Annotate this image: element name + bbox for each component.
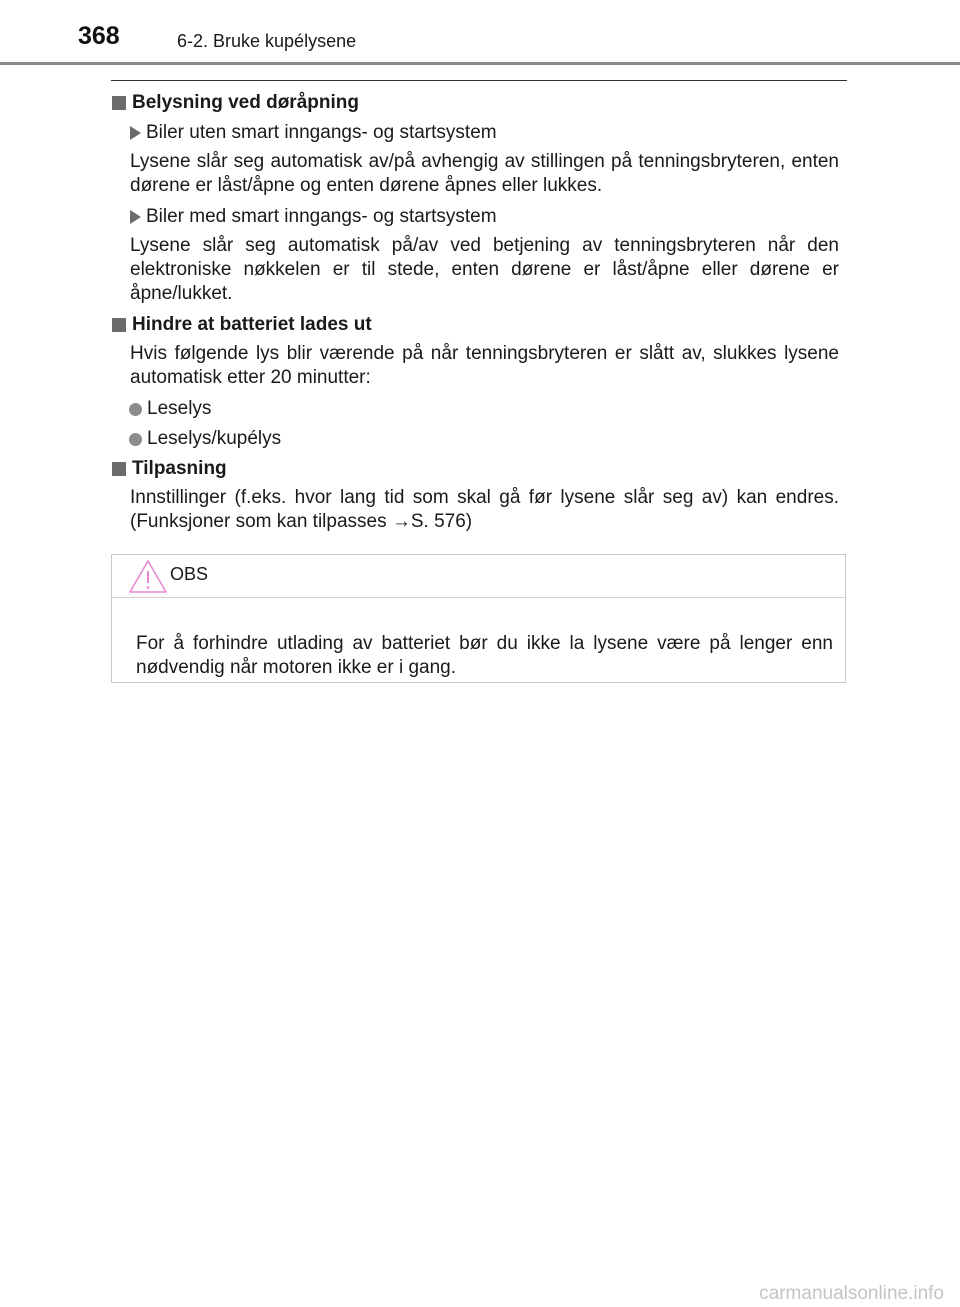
circle-bullet-icon <box>129 433 142 446</box>
triangle-bullet-icon <box>130 126 141 140</box>
warning-triangle-icon <box>128 559 168 594</box>
square-bullet-icon <box>112 318 126 332</box>
square-bullet-icon <box>112 96 126 110</box>
watermark: carmanualsonline.info <box>759 1283 944 1304</box>
section-heading: Tilpasning <box>111 456 847 482</box>
manual-content <box>111 90 847 540</box>
paragraph: Hvis følgende lys blir værende på når tenningsbryteren er slått av, slukkes lysene automatisk etter 20 minutter: <box>130 343 839 388</box>
notice-box <box>111 554 846 683</box>
subsection-item: Biler med smart inngangs- og startsystem <box>111 204 847 230</box>
section-title: 6-2. Bruke kupélysene <box>177 31 357 51</box>
paragraph: Innstillinger (f.eks. hvor lang tid som skal gå før lysene slår seg av) kan endres. (Funksjoner som kan tilpasses →S. 576) <box>130 487 839 532</box>
subsection-item: Biler uten smart inngangs- og startsystem <box>111 120 847 146</box>
notice-label: OBS <box>170 564 209 584</box>
header-divider <box>0 62 960 65</box>
list-item: Leselys/kupélys <box>111 426 847 452</box>
notice-text: For å forhindre utlading av batteriet bør du ikke la lysene være på lenger enn nødvendig når motoren ikke er i gang. <box>136 633 833 678</box>
page-number: 368 <box>78 22 120 50</box>
page-header <box>0 0 960 68</box>
paragraph: Lysene slår seg automatisk på/av ved betjening av tenningsbryteren når den elektroniske nøkkelen er til stede, enten dørene er låst/åpne eller dørene er åpne/lukket. <box>130 235 839 304</box>
paragraph: Lysene slår seg automatisk av/på avhengig av stillingen på tenningsbryteren, enten dørene er låst/åpne og enten dørene åpnes eller lukkes. <box>130 151 839 196</box>
triangle-bullet-icon <box>130 210 141 224</box>
section-heading: Belysning ved døråpning <box>111 90 847 116</box>
list-item: Leselys <box>111 396 847 422</box>
section-heading: Hindre at batteriet lades ut <box>111 312 847 338</box>
content-top-rule <box>111 80 847 81</box>
circle-bullet-icon <box>129 403 142 416</box>
square-bullet-icon <box>112 462 126 476</box>
notice-header <box>112 555 845 598</box>
